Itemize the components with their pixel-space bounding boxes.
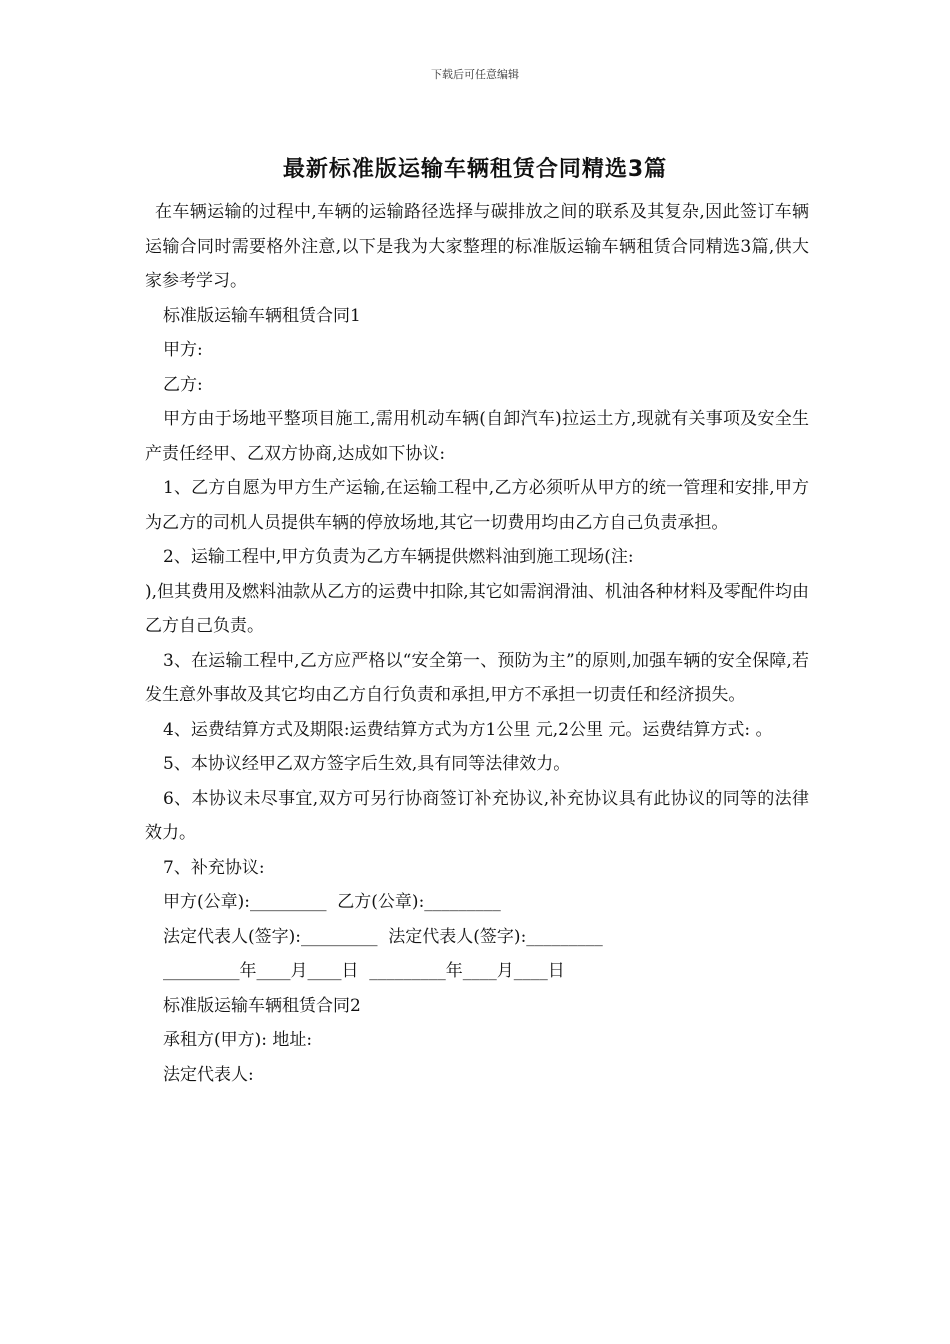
clause-1: 1、乙方自愿为甲方生产运输,在运输工程中,乙方必须听从甲方的统一管理和安排,甲方为乙方的司机人员提供车辆的停放场地,其它一切费用均由乙方自己负责承担。	[145, 478, 809, 533]
clause-2: 2、运输工程中,甲方负责为乙方车辆提供燃料油到施工现场(注:	[163, 547, 634, 567]
party-b-label: 乙方:	[163, 374, 203, 395]
intro-paragraph: 在车辆运输的过程中,车辆的运输路径选择与碳排放之间的联系及其复杂,因此签订车辆运输合同时需要格外注意,以下是我为大家整理的标准版运输车辆租赁合同精选3篇,供大家参考学习。	[145, 202, 809, 291]
clause-6: 6、本协议未尽事宜,双方可另行协商签订补充协议,补充协议具有此协议的同等的法律效力。	[145, 788, 809, 843]
signature-seal-line: 甲方(公章):_________ 乙方(公章):_________	[163, 892, 501, 912]
clause-2-continued: ),但其费用及燃料油款从乙方的运费中扣除,其它如需润滑油、机油各种材料及零配件均由乙方自己负责。	[145, 581, 809, 636]
clause-5: 5、本协议经甲乙双方签字后生效,具有同等法律效力。	[163, 754, 571, 774]
clause-3: 3、在运输工程中,乙方应严格以“安全第一、预防为主”的原则,加强车辆的安全保障,若发生意外事故及其它均由乙方自行负责和承担,甲方不承担一切责任和经济损失。	[145, 650, 809, 705]
header-note: 下载后可任意编辑	[431, 68, 519, 81]
party-a-label: 甲方:	[163, 340, 203, 360]
lessor-address-line: 承租方(甲方): 地址:	[163, 1030, 313, 1050]
contract1-preamble: 甲方由于场地平整项目施工,需用机动车辆(自卸汽车)拉运土方,现就有关事项及安全生产责任经甲、乙双方协商,达成如下协议:	[145, 409, 809, 464]
contract2-heading: 标准版运输车辆租赁合同2	[163, 995, 361, 1016]
contract1-heading: 标准版运输车辆租赁合同1	[163, 305, 361, 326]
document-body	[145, 195, 809, 1092]
clause-7: 7、补充协议:	[163, 857, 265, 878]
signature-representative-line: 法定代表人(签字):_________ 法定代表人(签字):_________	[163, 926, 603, 947]
document-title: 最新标准版运输车辆租赁合同精选3篇	[282, 157, 668, 182]
clause-4: 4、运费结算方式及期限:运费结算方式为方1公里 元,2公里 元。运费结算方式: 。	[163, 719, 773, 740]
signature-date-line: _________年____月____日 _________年____月____日	[163, 961, 565, 981]
legal-representative-line: 法定代表人:	[163, 1064, 254, 1085]
